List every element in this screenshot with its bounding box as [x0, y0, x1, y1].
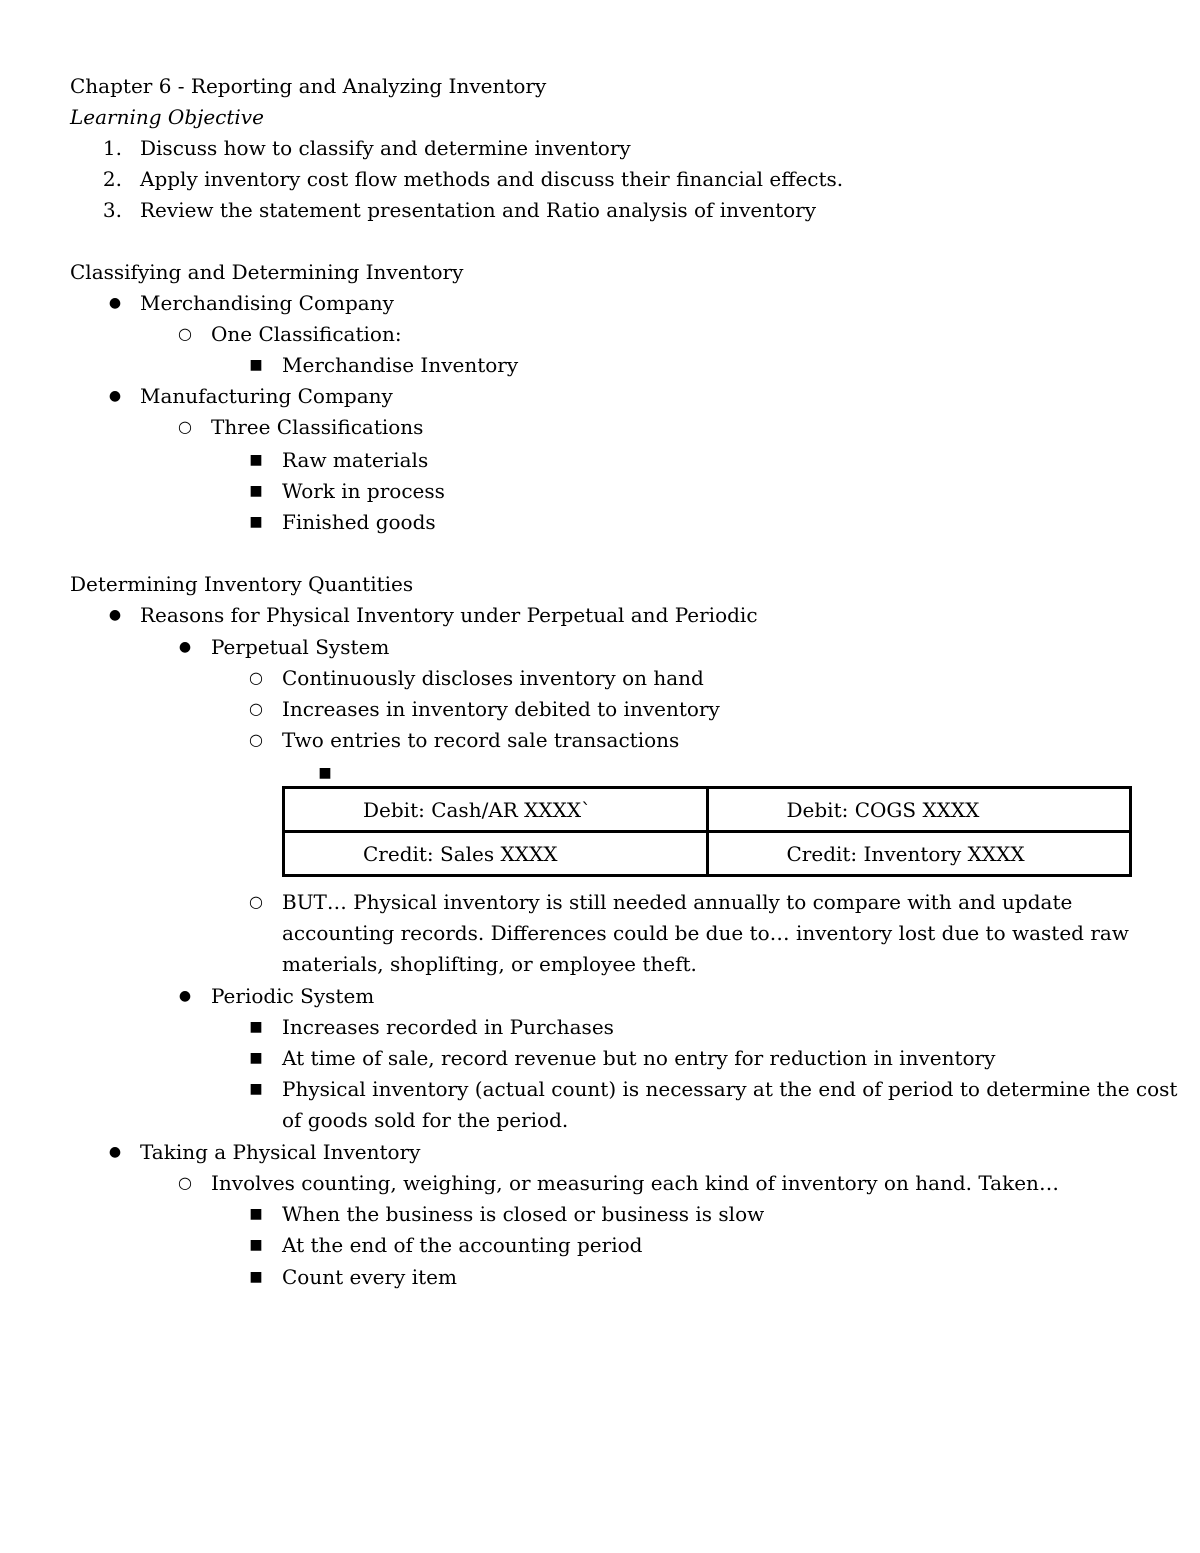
list-item: Reasons for Physical Inventory under Perpetual and Periodic — [140, 603, 758, 627]
paragraph-line: accounting records. Differences could be due to… inventory lost due to wasted raw — [282, 921, 1129, 945]
list-item: Apply inventory cost flow methods and discuss their financial effects. — [140, 167, 844, 191]
list-item: Review the statement presentation and Ratio analysis of inventory — [140, 198, 817, 222]
circle-bullet-icon: ○ — [178, 417, 192, 436]
list-item: Manufacturing Company — [140, 384, 393, 408]
list-item: Two entries to record sale transactions — [282, 728, 680, 752]
list-item: Count every item — [282, 1265, 457, 1289]
bullet-icon: ● — [108, 388, 122, 404]
table-cell: Credit: Sales XXXX — [284, 832, 708, 876]
list-item: When the business is closed or business is slow — [282, 1202, 765, 1226]
list-item: Continuously discloses inventory on hand — [282, 666, 704, 690]
section-heading-classifying: Classifying and Determining Inventory — [70, 260, 464, 284]
square-bullet-icon: ■ — [249, 1237, 263, 1253]
list-item: At the end of the accounting period — [282, 1233, 643, 1257]
square-bullet-icon: ■ — [249, 1206, 263, 1222]
table-cell: Credit: Inventory XXXX — [707, 832, 1131, 876]
table-row — [284, 788, 1131, 832]
learning-objective-heading: Learning Objective — [70, 105, 264, 129]
bullet-icon: ● — [108, 295, 122, 311]
table-cell: Debit: COGS XXXX — [707, 788, 1131, 832]
bullet-icon: ● — [108, 607, 122, 623]
list-item: Increases in inventory debited to inventory — [282, 697, 720, 721]
list-item: Finished goods — [282, 510, 436, 534]
journal-entry-table — [282, 786, 1132, 877]
square-bullet-icon: ■ — [249, 357, 263, 373]
list-number: 3. — [102, 198, 122, 222]
square-bullet-icon: ■ — [249, 452, 263, 468]
bullet-icon: ● — [178, 988, 192, 1004]
square-bullet-icon: ■ — [249, 1269, 263, 1285]
list-item: Perpetual System — [211, 635, 390, 659]
square-bullet-icon: ■ — [249, 1081, 263, 1097]
list-number: 2. — [102, 167, 122, 191]
paragraph-line: Physical inventory (actual count) is necessary at the end of period to determine the cost — [282, 1077, 1178, 1101]
list-item: Periodic System — [211, 984, 375, 1008]
list-item: Taking a Physical Inventory — [140, 1140, 421, 1164]
paragraph-line: of goods sold for the period. — [282, 1108, 569, 1132]
circle-bullet-icon: ○ — [178, 1173, 192, 1192]
list-number: 1. — [102, 136, 122, 160]
square-bullet-icon: ■ — [249, 1019, 263, 1035]
list-item: One Classification: — [211, 322, 402, 346]
list-item: Three Classifications — [211, 415, 424, 439]
circle-bullet-icon: ○ — [249, 730, 263, 749]
circle-bullet-icon: ○ — [249, 668, 263, 687]
paragraph-line: materials, shoplifting, or employee theft. — [282, 952, 697, 976]
list-item: Merchandise Inventory — [282, 353, 519, 377]
circle-bullet-icon: ○ — [178, 324, 192, 343]
square-bullet-icon: ■ — [249, 1050, 263, 1066]
list-item: Work in process — [282, 479, 445, 503]
bullet-icon: ● — [108, 1144, 122, 1160]
section-heading-quantities: Determining Inventory Quantities — [70, 572, 414, 596]
page-title: Chapter 6 - Reporting and Analyzing Inventory — [70, 74, 547, 98]
square-bullet-icon: ■ — [249, 483, 263, 499]
list-item: Raw materials — [282, 448, 429, 472]
table-cell: Debit: Cash/AR XXXX` — [284, 788, 708, 832]
list-item: Merchandising Company — [140, 291, 394, 315]
list-item: Increases recorded in Purchases — [282, 1015, 614, 1039]
list-item: At time of sale, record revenue but no entry for reduction in inventory — [282, 1046, 996, 1070]
bullet-icon: ● — [178, 639, 192, 655]
list-item: Discuss how to classify and determine inventory — [140, 136, 631, 160]
table-row — [284, 832, 1131, 876]
list-item: Involves counting, weighing, or measuring each kind of inventory on hand. Taken… — [211, 1171, 1059, 1195]
square-bullet-icon: ■ — [318, 765, 332, 781]
paragraph-line: BUT… Physical inventory is still needed annually to compare with and update — [282, 890, 1073, 914]
square-bullet-icon: ■ — [249, 514, 263, 530]
circle-bullet-icon: ○ — [249, 892, 263, 911]
circle-bullet-icon: ○ — [249, 699, 263, 718]
